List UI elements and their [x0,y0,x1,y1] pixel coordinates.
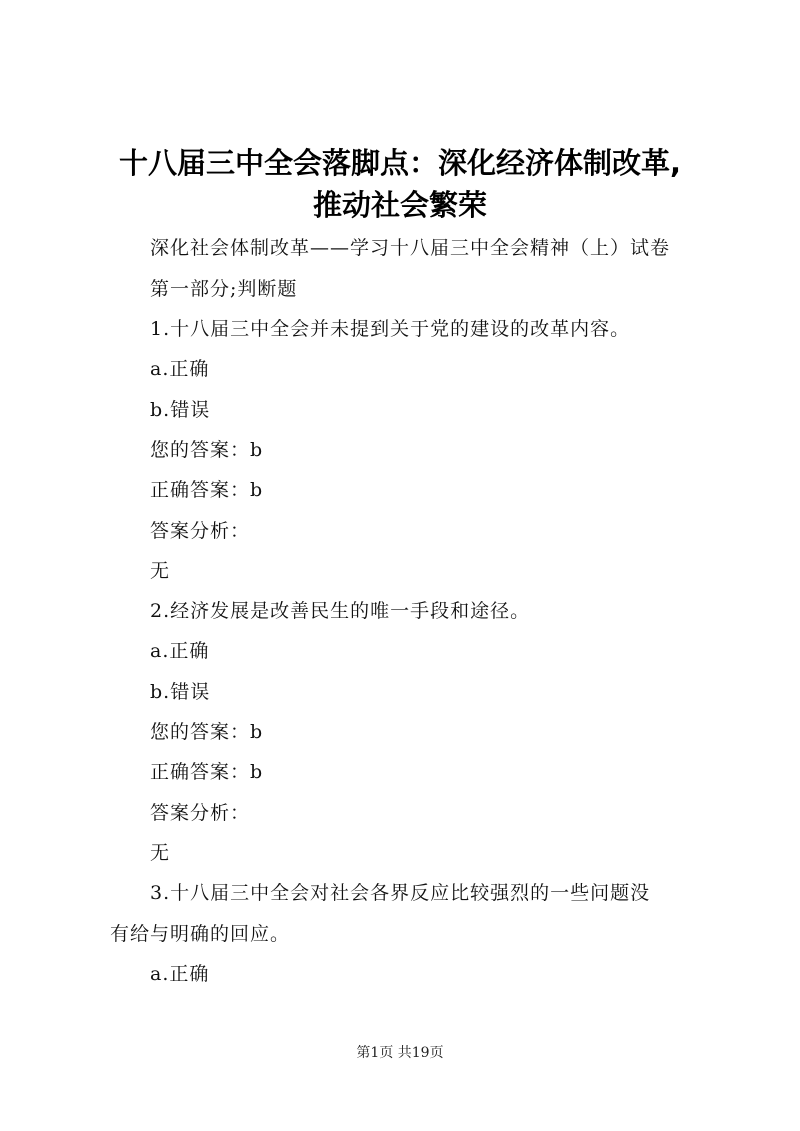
question-1-option-a: a.正确 [150,358,210,380]
question-1-text: 1.十八届三中全会并未提到关于党的建设的改革内容。 [150,318,631,340]
question-2-text: 2.经济发展是改善民生的唯一手段和途径。 [150,600,531,622]
exam-subtitle: 深化社会体制改革——学习十八届三中全会精神（上）试卷 [150,237,671,259]
question-2-your-answer: 您的答案：b [150,721,264,743]
document-title-line-1: 十八届三中全会落脚点：深化经济体制改革, [118,146,682,180]
question-3-text-line-2: 有给与明确的回应。 [110,923,291,945]
question-1-analysis-label: 答案分析： [150,520,251,542]
question-2-correct-answer: 正确答案：b [150,761,264,783]
question-3-text-line-1: 3.十八届三中全会对社会各界反应比较强烈的一些问题没 [150,882,651,904]
question-1-option-b: b.错误 [150,399,211,421]
section-heading: 第一部分;判断题 [150,278,298,300]
question-2-analysis-label: 答案分析： [150,802,251,824]
document-title-line-2: 推动社会繁荣 [312,188,487,222]
question-1-your-answer: 您的答案：b [150,439,264,461]
question-1-correct-answer: 正确答案：b [150,479,264,501]
page-footer [0,1044,800,1062]
question-2-option-b: b.错误 [150,681,211,703]
page-number-label: 第1页 共19页 [356,1045,444,1061]
question-1-analysis: 无 [150,560,171,582]
question-2-analysis: 无 [150,842,171,864]
question-2-option-a: a.正确 [150,640,210,662]
question-3-option-a: a.正确 [150,963,210,985]
